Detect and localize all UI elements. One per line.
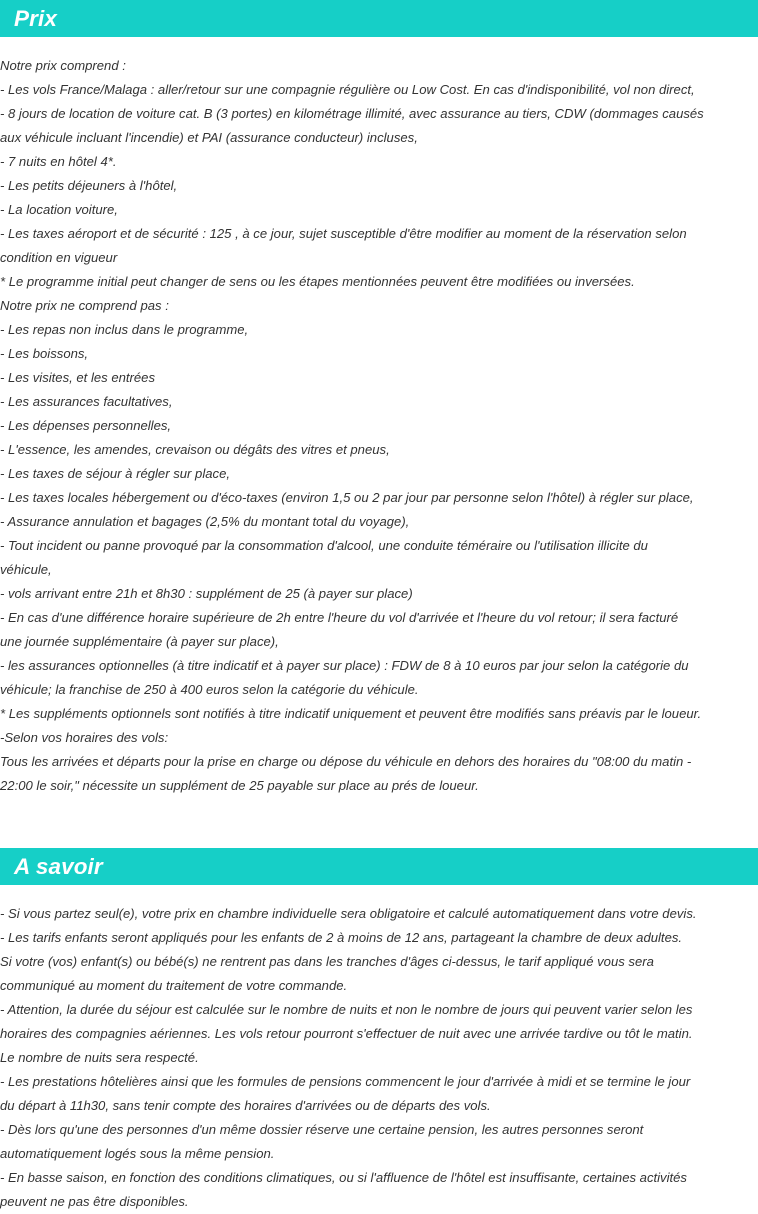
a-savoir-header xyxy=(0,848,758,885)
text-line: - Les vols France/Malaga : aller/retour sur une compagnie régulière ou Low Cost. En cas d'indisponibilité, vol non direct, xyxy=(0,82,695,97)
text-line: communiqué au moment du traitement de votre commande. xyxy=(0,978,348,993)
text-line: -Selon vos horaires des vols: xyxy=(0,730,169,745)
text-line: - Les prestations hôtelières ainsi que les formules de pensions commencent le jour d'arrivée à midi et se termine le jour xyxy=(0,1074,691,1089)
text-line: Si votre (vos) enfant(s) ou bébé(s) ne rentrent pas dans les tranches d'âges ci-dessus, le tarif appliqué vous sera xyxy=(0,954,654,969)
text-line: - Attention, la durée du séjour est calculée sur le nombre de nuits et non le nombre de jours qui peuvent varier selon les xyxy=(0,1002,693,1017)
text-line: - 7 nuits en hôtel 4*. xyxy=(0,154,117,169)
text-line: Tous les arrivées et départs pour la prise en charge ou dépose du véhicule en dehors des horaires du "08:00 du matin - xyxy=(0,754,692,769)
text-line: - vols arrivant entre 21h et 8h30 : supplément de 25 (à payer sur place) xyxy=(0,586,413,601)
text-line: Notre prix ne comprend pas : xyxy=(0,298,169,313)
text-line: Notre prix comprend : xyxy=(0,58,126,73)
text-line: véhicule, xyxy=(0,562,52,577)
text-line: aux véhicule incluant l'incendie) et PAI (assurance conducteur) incluses, xyxy=(0,130,418,145)
text-line: - les assurances optionnelles (à titre indicatif et à payer sur place) : FDW de 8 à 10 euros par jour selon la catégorie du xyxy=(0,658,689,673)
text-line: - Les visites, et les entrées xyxy=(0,370,156,385)
text-line: - En basse saison, en fonction des conditions climatiques, ou si l'affluence de l'hôtel est insuffisante, certaines activités xyxy=(0,1170,687,1185)
a-savoir-body xyxy=(0,885,758,1214)
text-line: peuvent ne pas être disponibles. xyxy=(0,1194,189,1209)
text-line: - Dès lors qu'une des personnes d'un même dossier réserve une certaine pension, les autres personnes seront xyxy=(0,1122,644,1137)
text-line: - L'essence, les amendes, crevaison ou dégâts des vitres et pneus, xyxy=(0,442,390,457)
text-line: - Les taxes locales hébergement ou d'éco-taxes (environ 1,5 ou 2 par jour par personne selon l'hôtel) à régler sur place, xyxy=(0,490,694,505)
text-line: - La location voiture, xyxy=(0,202,118,217)
prix-title: Prix xyxy=(14,5,57,31)
text-line: du départ à 11h30, sans tenir compte des horaires d'arrivées ou de départs des vols. xyxy=(0,1098,491,1113)
text-line: - Les boissons, xyxy=(0,346,89,361)
text-line: condition en vigueur xyxy=(0,250,118,265)
text-line: automatiquement logés sous la même pension. xyxy=(0,1146,275,1161)
text-line: - Les assurances facultatives, xyxy=(0,394,173,409)
text-line: - Les tarifs enfants seront appliqués pour les enfants de 2 à moins de 12 ans, partageant la chambre de deux adultes. xyxy=(0,930,683,945)
text-line: - Les dépenses personnelles, xyxy=(0,418,172,433)
text-line: * Le programme initial peut changer de sens ou les étapes mentionnées peuvent être modifiées ou inversées. xyxy=(0,274,635,289)
text-line: * Les suppléments optionnels sont notifiés à titre indicatif uniquement et peuvent être modifiés sans préavis par le loueur. xyxy=(0,706,702,721)
text-line: - 8 jours de location de voiture cat. B (3 portes) en kilométrage illimité, avec assurance au tiers, CDW (dommages causés xyxy=(0,106,704,121)
text-line: véhicule; la franchise de 250 à 400 euros selon la catégorie du véhicule. xyxy=(0,682,419,697)
text-line: - Tout incident ou panne provoqué par la consommation d'alcool, une conduite téméraire ou l'utilisation illicite du xyxy=(0,538,648,553)
text-line: - Les taxes aéroport et de sécurité : 125 , à ce jour, sujet susceptible d'être modifier au moment de la réservation selon xyxy=(0,226,687,241)
text-line: horaires des compagnies aériennes. Les vols retour pourront s'effectuer de nuit avec une arrivée tardive ou tôt le matin. xyxy=(0,1026,693,1041)
prix-body xyxy=(0,37,758,798)
text-line: - Les petits déjeuners à l'hôtel, xyxy=(0,178,178,193)
prix-header xyxy=(0,0,758,37)
text-line: 22:00 le soir," nécessite un supplément de 25 payable sur place au prés de loueur. xyxy=(0,778,479,793)
text-line: - Si vous partez seul(e), votre prix en chambre individuelle sera obligatoire et calculé automatiquement dans votre devis. xyxy=(0,906,697,921)
text-line: - Assurance annulation et bagages (2,5% du montant total du voyage), xyxy=(0,514,410,529)
text-line: - En cas d'une différence horaire supérieure de 2h entre l'heure du vol d'arrivée et l'heure du vol retour; il sera facturé xyxy=(0,610,679,625)
text-line: Le nombre de nuits sera respecté. xyxy=(0,1050,199,1065)
a-savoir-title: A savoir xyxy=(14,853,103,879)
text-line: une journée supplémentaire (à payer sur place), xyxy=(0,634,279,649)
text-line: - Les taxes de séjour à régler sur place, xyxy=(0,466,230,481)
section-a-savoir xyxy=(0,848,758,1214)
text-line: - Les repas non inclus dans le programme, xyxy=(0,322,249,337)
